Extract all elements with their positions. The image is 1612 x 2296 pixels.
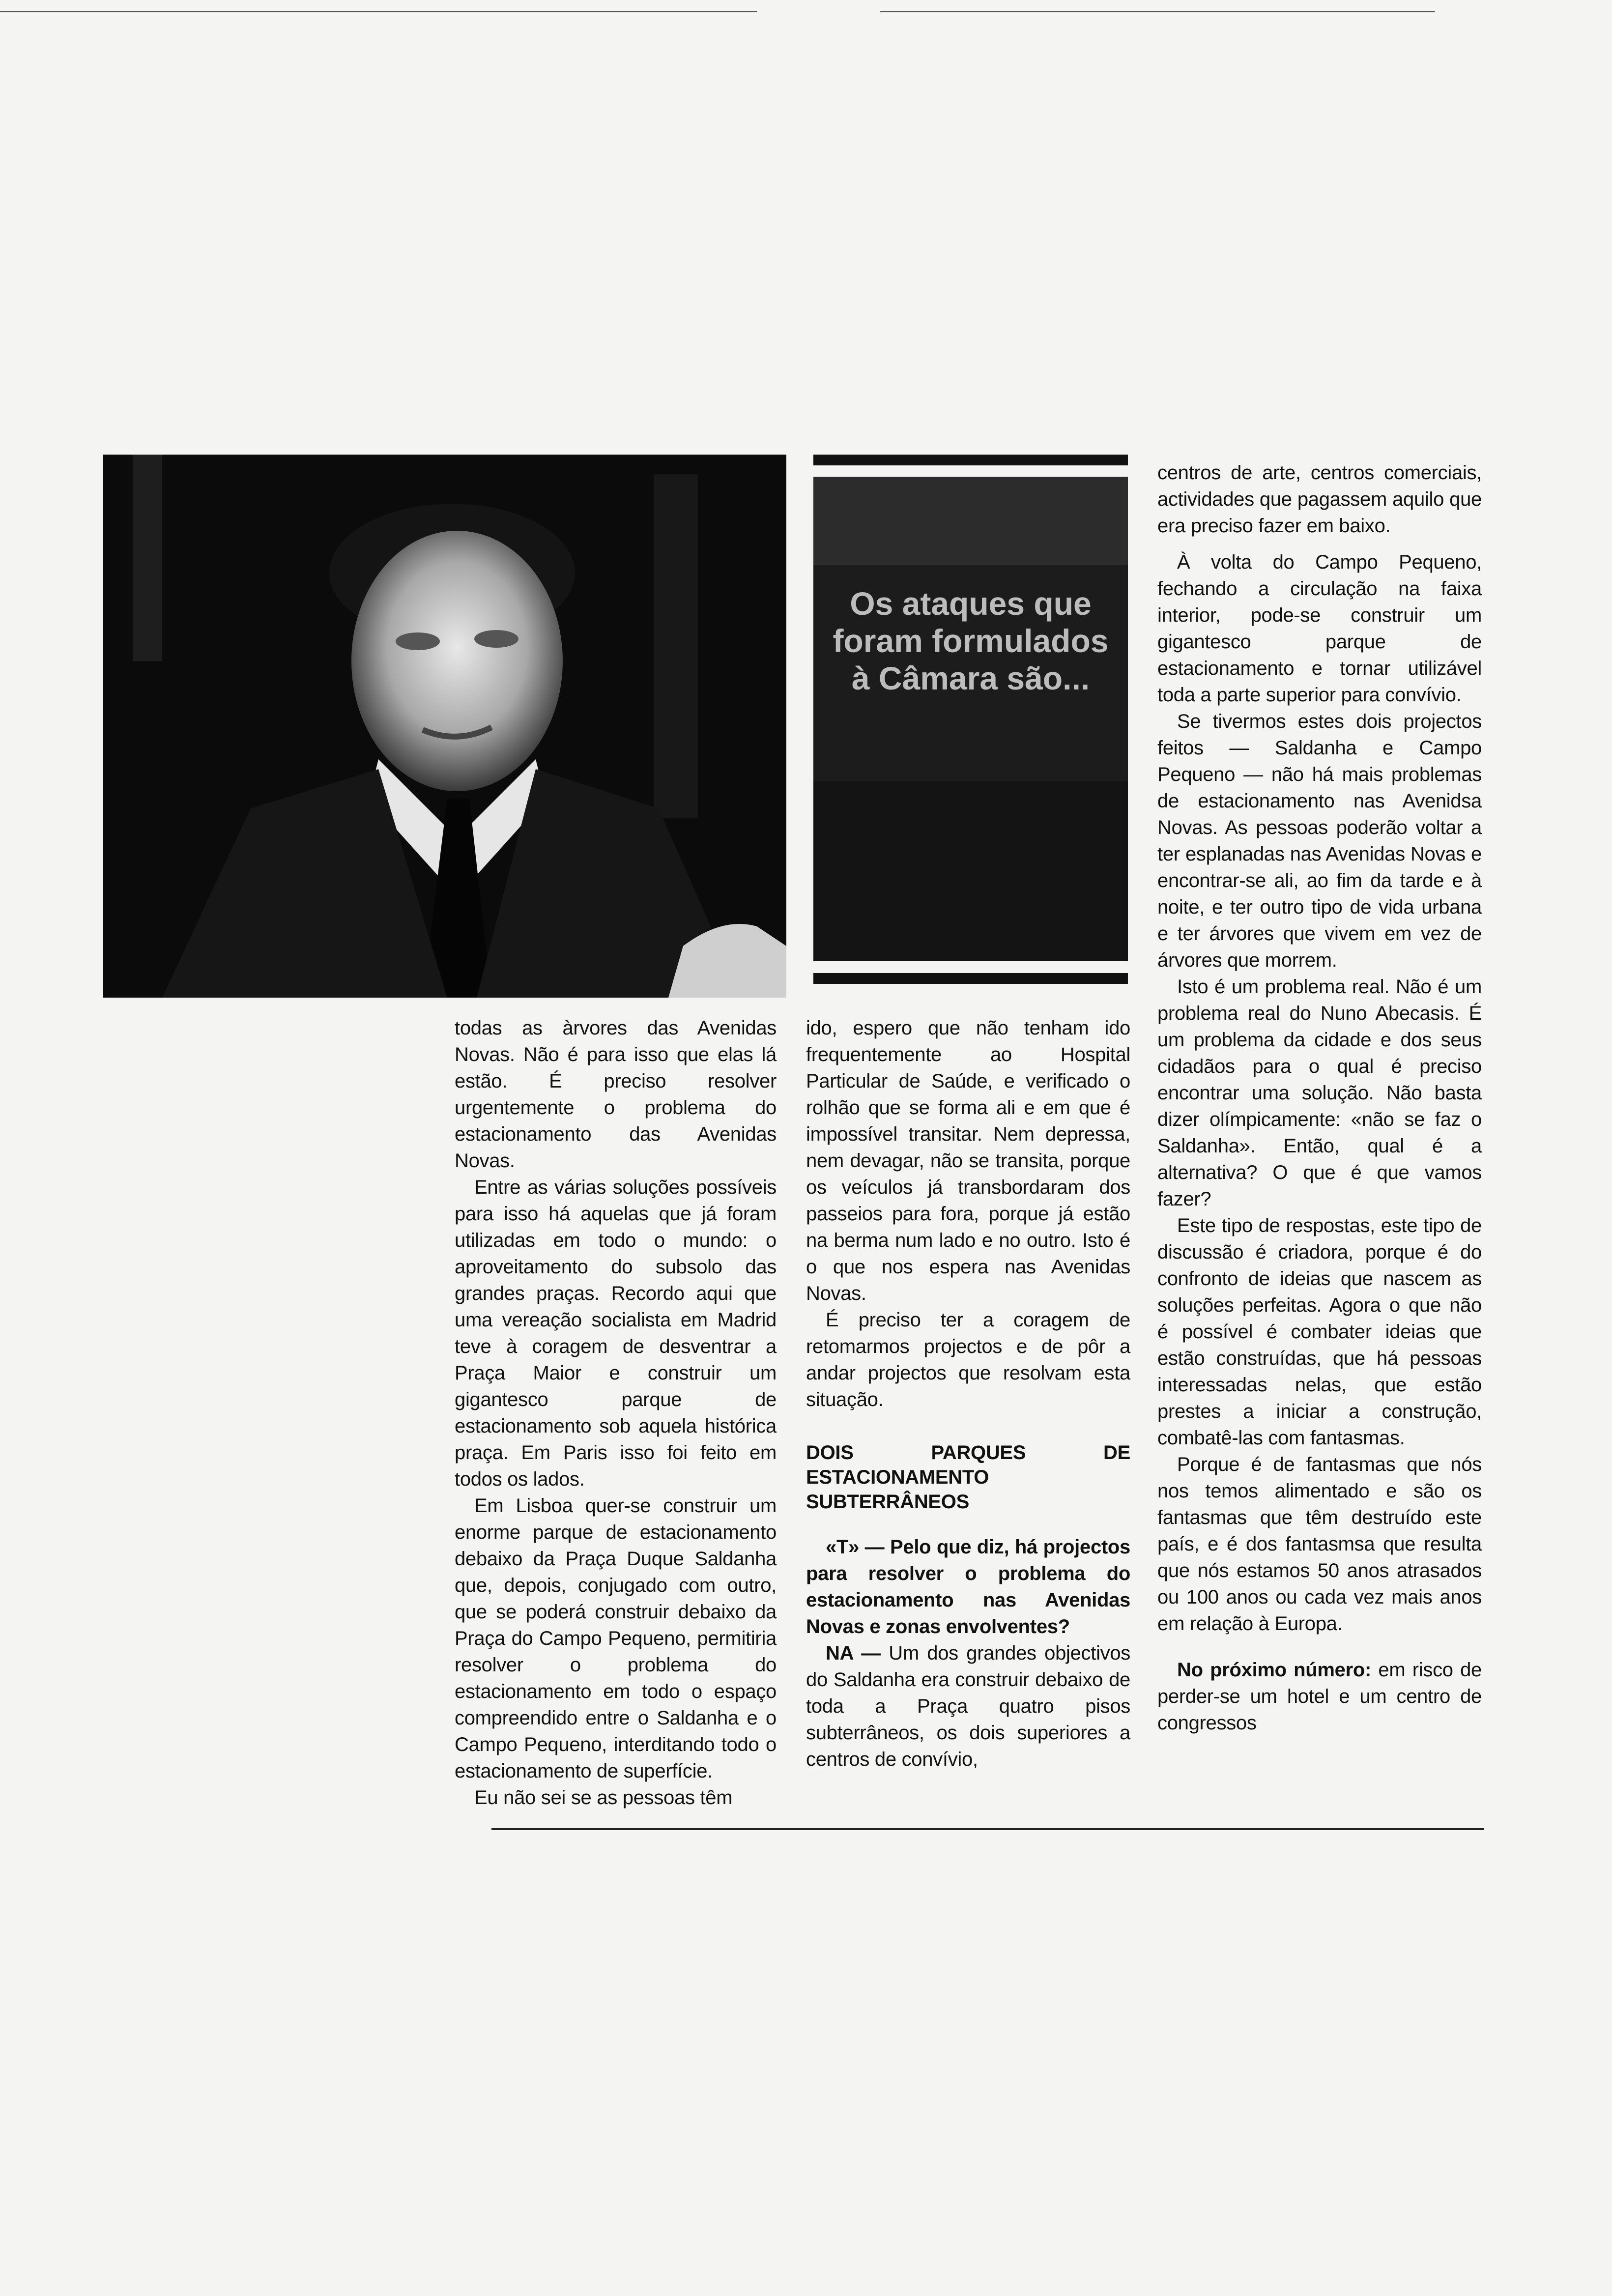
section-heading: DOIS PARQUES DE ESTACIONAMENTO SUBTERRÂNEOS [806, 1442, 1130, 1513]
interview-answer [806, 1640, 1130, 1773]
col1-paragraph-2: Entre as várias soluções possíveis para isso há aquelas que já foram utilizadas em todo o mundo: o aproveitamento do subsolo das grandes praças. Recordo aqui que uma vereação socialista em Madrid teve à coragem de desventrar a Praça Maior e construir um gigantesco parque de estacionamento sob aquela histórica praça. Em Paris isso foi feito em todos os lados. [455, 1177, 777, 1490]
article-bottom-rule [491, 1828, 1484, 1830]
col3-paragraph-2: À volta do Campo Pequeno, fechando a circulação na faixa interior, pode-se construir um gigantesco parque de estacionamento e tornar utilizável toda a parte superior para convívio. [1157, 551, 1482, 706]
portrait-photo-image [103, 455, 786, 998]
col3-paragraph-1: centros de arte, centros comerciais, actividades que pagassem aquilo que era preciso fazer em baixo. [1157, 462, 1482, 537]
pull-quote-box [813, 477, 1128, 961]
next-issue-note [1157, 1657, 1482, 1736]
pull-quote-text: Os ataques que foram formulados à Câmara são... [833, 585, 1109, 696]
col3-paragraph-3: Se tivermos estes dois projectos feitos — Saldanha e Campo Pequeno — não há mais problemas de estacionamento nas Avenidsa Novas. As pessoas poderão voltar a ter esplanadas nas Avenidas Novas e encontrar-se ali, ao fim da tarde e à noite, e ter outro tipo de vida urbana e ter árvores que vivem em vez de árvores que morrem. [1157, 711, 1482, 971]
answer-text: Um dos grandes objectivos do Saldanha era construir debaixo de toda a Praça quatro pisos subterrâneos, os dois superiores a centros de convívio, [806, 1642, 1130, 1770]
col2-paragraph-1: ido, espero que não tenham ido frequentemente ao Hospital Particular de Saúde, e verificado o rolhão que se forma ali e em que é impossível transitar. Nem depressa, nem devagar, não se transita, porque os veículos já transbordaram dos passeios para fora, porque já estão na berma num lado e no outro. Isto é o que nos espera nas Avenidas Novas. [806, 1017, 1130, 1304]
article-column-1 [455, 1015, 777, 1811]
col1-paragraph-3: Em Lisboa quer-se construir um enorme parque de estacionamento debaixo da Praça Duque Saldanha que, depois, conjugado com outro, que se poderá construir debaixo da Praça do Campo Pequeno, permitiria resolver o problema do estacionamento em todo o espaço compreendido entre o Saldanha e o Campo Pequeno, interditando todo o estacionamento de superfície. [455, 1495, 777, 1782]
col2-paragraph-2: É preciso ter a coragem de retomarmos projectos e de pôr a andar projectos que resolvam esta situação. [806, 1309, 1130, 1410]
col3-paragraph-5: Este tipo de respostas, este tipo de discussão é criadora, porque é do confronto de ideias que nascem as soluções perfeitas. Agora o que não é possível é combater ideias que estão construídas, que há pessoas interessadas nelas, que estão prestes a iniciar a construção, combatê-las com fantasmas. [1157, 1215, 1482, 1449]
next-issue-text: em risco de perder-se um hotel e um centro de congressos [1157, 1659, 1482, 1734]
top-rule-left [0, 11, 757, 12]
interview-question: «T» — Pelo que diz, há projectos para resolver o problema do estacionamento nas Avenidas Novas e zonas envolventes? [806, 1536, 1130, 1637]
col1-paragraph-4: Eu não sei se as pessoas têm [474, 1787, 733, 1808]
portrait-photo [103, 455, 786, 998]
col3-paragraph-6: Porque é de fantasmas que nós nos temos alimentado e são os fantasmas que têm destruído este país, e é dos fantasmsa que resulta que nós estamos 50 anos atrasados ou 100 anos ou cada vez mais anos em relação à Europa. [1157, 1454, 1482, 1635]
answer-label: NA — [826, 1642, 881, 1664]
col3-paragraph-4: Isto é um problema real. Não é um problema real do Nuno Abecasis. É um problema da cidade e dos seus cidadãos para o qual é preciso encontrar uma solução. Não basta dizer olímpicamente: «não se faz o Saldanha». Então, qual é a alternativa? O que é que vamos fazer? [1157, 976, 1482, 1210]
next-issue-label: No próximo número: [1177, 1659, 1372, 1681]
article-column-2 [806, 1015, 1130, 1773]
article-column-3 [1157, 459, 1482, 1736]
pullquote-bottom-bar [813, 973, 1128, 984]
top-rule-right [880, 11, 1435, 12]
pullquote-top-bar [813, 455, 1128, 465]
col1-paragraph-1: todas as àrvores das Avenidas Novas. Não é para isso que elas lá estão. É preciso resolver urgentemente o problema do estacionamento das Avenidas Novas. [455, 1017, 777, 1172]
pull-quote-texture [813, 477, 1128, 961]
